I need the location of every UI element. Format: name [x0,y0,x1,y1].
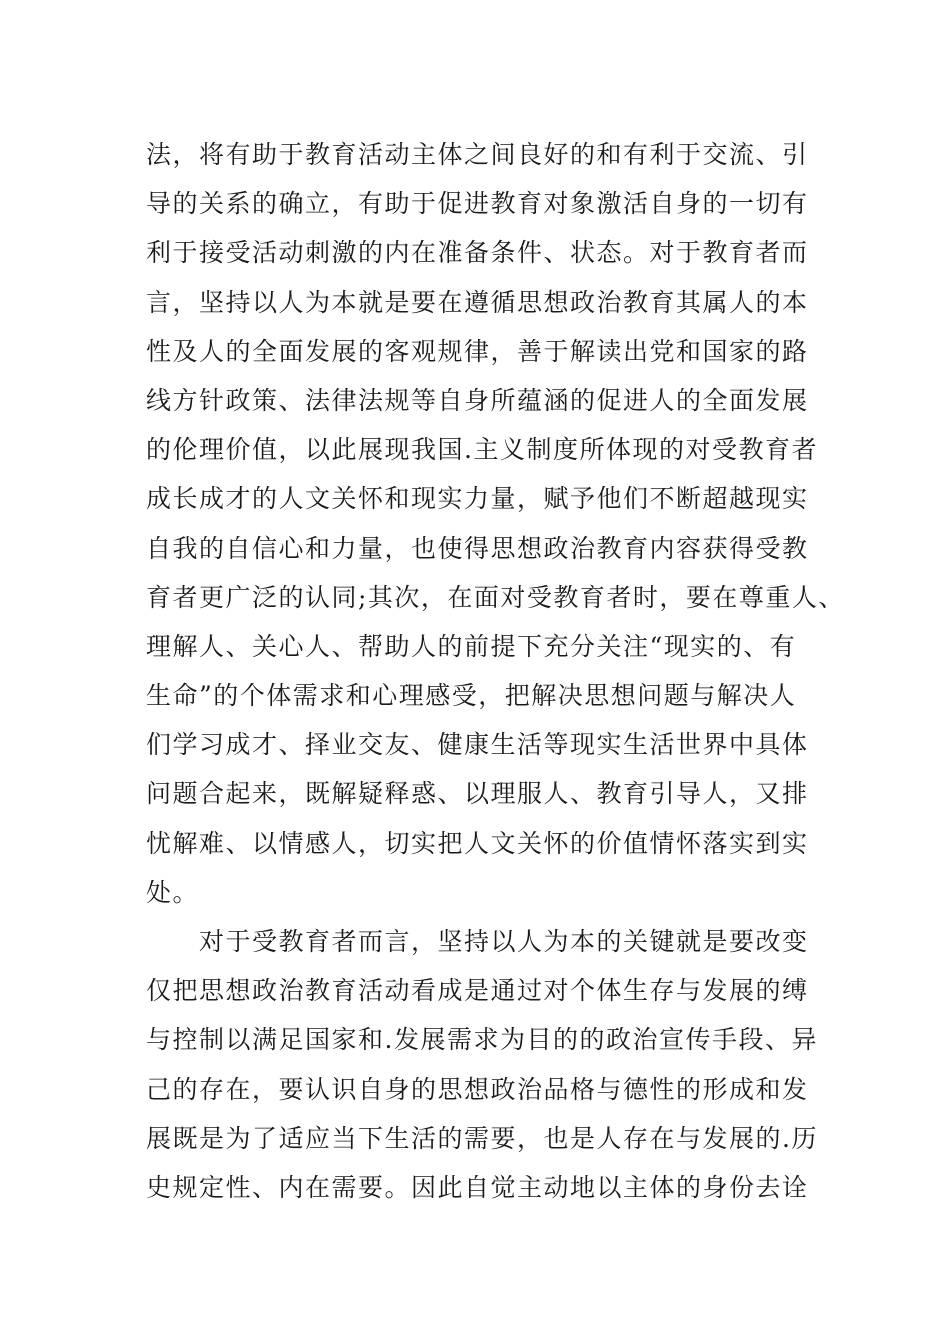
text-line: 线方针政策、法律法规等自身所蕴涵的促进人的全面发展 [146,385,809,415]
text-line: 己的存在，要认识自身的思想政治品格与德性的形成和发 [146,1074,809,1104]
body-text [146,130,845,1212]
text-line: 利于接受活动刺激的内在准备条件、状态。对于教育者而 [146,238,809,268]
text-line: 问题合起来，既解疑释惑、以理服人、教育引导人，又排 [146,779,809,809]
text-line: 性及人的全面发展的客观规律，善于解读出党和国家的路 [146,336,809,366]
text-line: 们学习成才、择业交友、健康生活等现实生活世界中具体 [146,730,809,760]
text-line: 对于受教育者而言，坚持以人为本的关键就是要改变 [146,927,809,956]
text-line: 的伦理价值，以此展现我国.主义制度所体现的对受教育者 [146,435,818,465]
text-line: 处。 [146,877,200,907]
text-line: 仅把思想政治教育活动看成是通过对个体生存与发展的缚 [146,976,809,1006]
text-line: 法，将有助于教育活动主体之间良好的和有利于交流、引 [146,140,809,169]
text-line: 理解人、关心人、帮助人的前提下充分关注“现实的、有 [146,631,797,661]
text-line: 育者更广泛的认同;其次，在面对受教育者时，要在尊重人、 [146,582,845,612]
text-line: 史规定性、内在需要。因此自觉主动地以主体的身份去诠 [146,1172,809,1202]
text-line: 自我的自信心和力量，也使得思想政治教育内容获得受教 [146,533,809,563]
text-line: 言，坚持以人为本就是要在遵循思想政治教育其属人的本 [146,287,809,317]
text-line: 忧解难、以情感人，切实把人文关怀的价值情怀落实到实 [146,828,809,858]
text-line: 成长成才的人文关怀和现实力量，赋予他们不断超越现实 [146,484,809,514]
text-line: 与控制以满足国家和.发展需求为目的的政治宣传手段、异 [146,1025,818,1055]
text-line: 生命”的个体需求和心理感受，把解决思想问题与解决人 [146,681,797,711]
text-line: 展既是为了适应当下生活的需要，也是人存在与发展的.历 [146,1123,818,1153]
text-line: 导的关系的确立，有助于促进教育对象激活自身的一切有 [146,189,809,219]
